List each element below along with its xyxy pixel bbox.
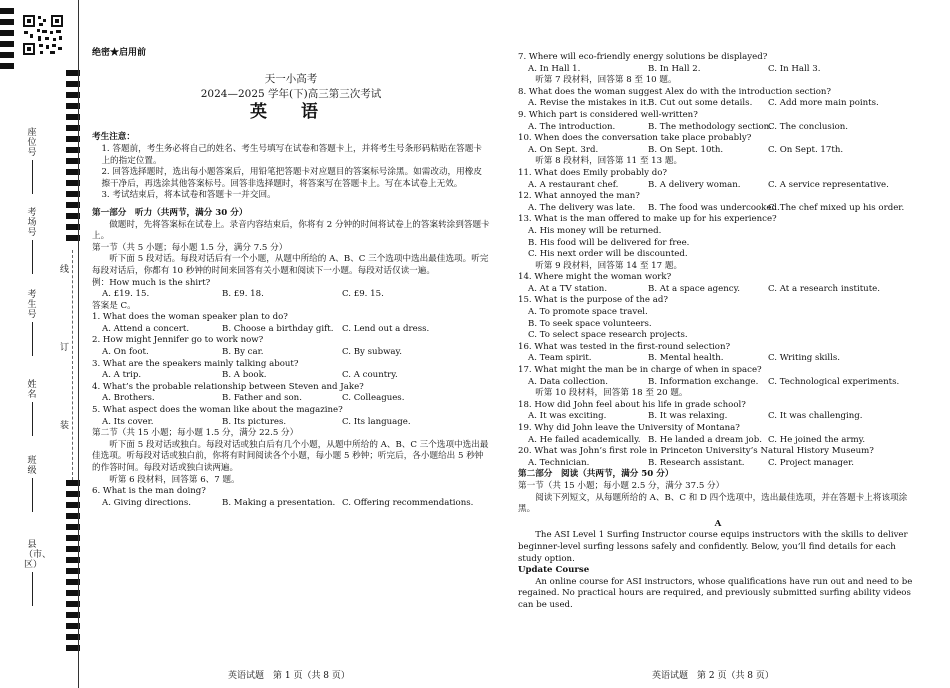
option-c: C. At a research institute. [768,283,880,294]
confidential-label: 绝密★启用前 [92,48,147,58]
option-line: C. His next order will be discounted. [528,249,688,260]
option-c: C. He joined the army. [768,434,866,445]
option-b: B. The methodology section. [648,121,772,132]
page-2-footer: 英语试题 第 2 页（共 8 页） [652,671,774,681]
option-b: B. He landed a dream job. [648,434,762,445]
question-options [518,353,918,365]
material-note: 听第 9 段材料，回答第 14 至 17 题。 [535,260,683,271]
question-options [518,145,918,157]
option-b: B. The food was undercooked. [648,202,780,213]
section2-intro: 听下面 5 段对话或独白。每段对话或独白后有几个小题，从题中所给的 A、B、C 三个选项中选出最佳选项。听每段对话或独白前，你将有时间阅读各个小题，每小题 5 秒钟；听完后，各小题给出 5 秒钟的作答时间。每段对话或独白读两遍。 [92,439,489,473]
question-options [518,411,918,423]
question-options [518,180,918,192]
option-b: B. A book. [222,370,267,381]
option-c: C. It was challenging. [768,411,863,422]
mark-bind: 订 [60,343,70,353]
option-a: A. Attend a concert. [102,323,190,334]
option-b: B. Its pictures. [222,416,287,427]
option-c: C. The chef mixed up his order. [768,202,905,213]
question-text: 16. What was tested in the first-round selection? [518,341,731,352]
question-options [92,417,490,429]
option-b: B. At a space agency. [648,283,741,294]
section1-title: 第一节（共 5 小题；每小题 1.5 分，满分 7.5 分） [92,242,288,253]
option-a: A. It was exciting. [528,411,607,422]
exam-title: 2024—2025 学年(下)高三第三次考试 [200,88,382,101]
question-text: 10. When does the conversation take place probably? [518,133,752,144]
mark-staple: 装 [60,421,70,431]
option-a: A. Technician. [528,457,590,468]
note-item: 1. 答题前，考生务必将自己的姓名、考生号填写在试卷和答题卡上，并将考生号条形码粘贴在答题卡上的指定位置。 [101,143,482,166]
section1-intro: 听下面 5 段对话。每段对话后有一个小题，从题中所给的 A、B、C 三个选项中选出最佳选项。听完每段对话后，你都有 10 秒钟的时间来回答有关小题和阅读下一小题。每段对话仅读一遍。 [92,254,489,276]
question-6: 6. What is the man doing? [92,486,206,497]
question-options [518,64,918,76]
option-a: A. At a TV station. [528,283,608,294]
option-line: B. To seek space volunteers. [528,318,652,329]
page-1 [92,48,490,509]
option-c: C. The conclusion. [768,121,849,132]
question-text: 5. What aspect does the woman like about the magazine? [92,405,343,416]
example-answer: 答案是 C。 [92,300,136,311]
question-group-2 [518,52,918,469]
question-text: 18. How did John feel about his life in grade school? [518,399,746,410]
option-a: A. Data collection. [528,376,609,387]
option-c: C. A service representative. [768,179,889,190]
page-1-footer: 英语试题 第 1 页（共 8 页） [228,671,350,681]
option-a: A. A trip. [102,370,142,381]
option-a: A. A restaurant chef. [528,179,619,190]
option-c: C. Technological experiments. [768,376,900,387]
note-item: 3. 考试结束后，将本试卷和答题卡一并交回。 [101,190,276,201]
question-text: 13. What is the man offered to make up for his experience? [518,214,777,225]
question-options [518,458,918,470]
question-options [518,98,918,110]
option-c: C. Writing skills. [768,353,841,364]
question-text: 3. What are the speakers mainly talking about? [92,358,299,369]
question-options [518,203,918,215]
qr-code [22,14,64,56]
question-text: 14. Where might the woman work? [518,272,672,283]
option-c: C. Project manager. [768,457,854,468]
option-c: C. Colleagues. [342,393,405,404]
notes-list [92,144,490,202]
update-course-title: Update Course [518,565,590,576]
option-c: C. Add more main points. [768,98,879,109]
candidate-number-field: 考生号 [24,290,40,356]
option-a: A. On foot. [102,347,149,358]
question-group-1 [92,312,490,428]
question-options [518,284,918,296]
question-6-options: A. Giving directions. B. Making a presentation. C. Offering recommendations. [102,497,474,508]
mark-line: 线 [60,265,70,275]
exam-room-field: 考场号 [24,208,40,274]
option-a: A. The introduction. [528,121,616,132]
question-options [92,393,490,405]
material-6-note: 听第 6 段材料，回答第 6、7 题。 [109,474,240,485]
option-a: A. In Hall 1. [528,63,581,74]
material-note: 听第 8 段材料，回答第 11 至 13 题。 [535,156,683,167]
question-text: 1. What does the woman speaker plan to do? [92,312,288,323]
option-a: A. Brothers. [102,393,155,404]
question-text: 9. Which part is considered well-written? [518,109,698,120]
option-b: B. Mental health. [648,353,724,364]
passage-letter: A [714,518,722,529]
option-line: A. To promote space travel. [528,307,648,318]
option-b: B. Father and son. [222,393,302,404]
question-text: 11. What does Emily probably do? [518,167,668,178]
section2-title: 第二节（共 15 小题；每小题 1.5 分，满分 22.5 分） [92,428,299,439]
question-options [92,370,490,382]
update-course-text: An online course for ASI instructors, whose qualifications have run out and need to be regained. No practical hours are required, and previously submitted surfing ability videos can be used. [518,576,913,610]
cut-line [72,250,73,480]
option-c: C. Its language. [342,416,411,427]
exam-org: 天一小高考 [264,72,318,85]
question-text: 17. What might the man be in charge of when in space? [518,365,762,376]
option-c: C. On Sept. 17th. [768,144,844,155]
question-options [92,324,490,336]
option-a: A. Team spirit. [528,353,592,364]
question-text: 15. What is the purpose of the ad? [518,295,668,306]
binding-margin [0,0,80,688]
option-b: B. On Sept. 10th. [648,144,724,155]
option-b: B. By car. [222,347,264,358]
page-2 [518,52,918,612]
part1-title: 第一部分 听力（共两节，满分 30 分） [92,207,248,218]
option-c: C. In Hall 3. [768,63,821,74]
option-line: A. His money will be returned. [528,225,662,236]
option-a: A. Its cover. [102,416,154,427]
option-b: B. In Hall 2. [648,63,701,74]
passage-intro: The ASI Level 1 Surfing Instructor course equips instructors with the skills to deliver beginner-level surfing lessons safely and confidently. Below, you’ll find details for each study option. [518,530,908,564]
question-text: 12. What annoyed the man? [518,191,640,202]
question-options [518,435,918,447]
part1-intro: 做题时，先将答案标在试卷上。录音内容结束后，你将有 2 分钟的时间将试卷上的答案转涂到答题卡上。 [92,219,490,242]
note-item: 2. 回答选择题时，选出每小题答案后，用铅笔把答题卡对应题目的答案标号涂黑。如需改动，用橡皮擦干净后，再选涂其他答案标号。回答非选择题时，将答案写在答题卡上。写在本试卷上无效。 [101,167,482,189]
option-b: B. Cut out some details. [648,98,753,109]
question-options [92,347,490,359]
example-question: 例：How much is the shirt? [92,277,211,288]
option-a: A. The delivery was late. [528,202,636,213]
material-note: 听第 10 段材料，回答第 18 至 20 题。 [535,388,688,399]
question-text: 4. What’s the probable relationship between Steven and Jake? [92,381,364,392]
part2-title: 第二部分 阅读（共两节，满分 50 分） [518,469,674,480]
question-text: 2. How might Jennifer go to work now? [92,335,264,346]
subject-title: 英 语 [250,101,332,122]
question-text: 8. What does the woman suggest Alex do with the introduction section? [518,86,832,97]
county-field: 县（市、区） [24,540,40,606]
question-options [518,377,918,389]
option-line: C. To select space research projects. [528,330,688,341]
margin-rule [78,0,79,688]
registration-marks-top [0,8,14,74]
option-a: A. Revise the mistakes in it. [528,98,650,109]
option-b: B. It was relaxing. [648,411,728,422]
option-b: B. Research assistant. [648,457,745,468]
option-b: B. Choose a birthday gift. [222,323,334,334]
part2-intro: 阅读下列短文，从每题所给的 A、B、C 和 D 四个选项中，选出最佳选项，并在答题卡上将该项涂黑。 [518,492,908,515]
question-text: 7. Where will eco-friendly energy solutions be displayed? [518,52,768,62]
question-options [518,122,918,134]
question-text: 19. Why did John leave the University of Montana? [518,423,740,433]
option-c: C. Lend out a dress. [342,323,430,334]
option-a: A. On Sept. 3rd. [528,144,599,155]
option-line: B. His food will be delivered for free. [528,237,690,248]
option-b: B. A delivery woman. [648,179,741,190]
question-text: 20. What was John’s first role in Princeton University’s Natural History Museum? [518,446,874,457]
option-b: B. Information exchange. [648,376,759,387]
class-field: 班级 [24,456,40,512]
part2-section1-title: 第一节（共 15 小题；每小题 2.5 分，满分 37.5 分） [518,480,725,491]
material-note: 听第 7 段材料，回答第 8 至 10 题。 [535,75,677,86]
example-options: A. £19. 15. B. £9. 18. C. £9. 15. [102,289,384,300]
seat-number-field: 座位号 [24,128,40,194]
option-c: C. By subway. [342,347,403,358]
option-a: A. He failed academically. [528,434,641,445]
option-c: C. A country. [342,370,398,381]
name-field: 姓名 [24,380,40,436]
notes-title: 考生注意： [92,132,135,143]
